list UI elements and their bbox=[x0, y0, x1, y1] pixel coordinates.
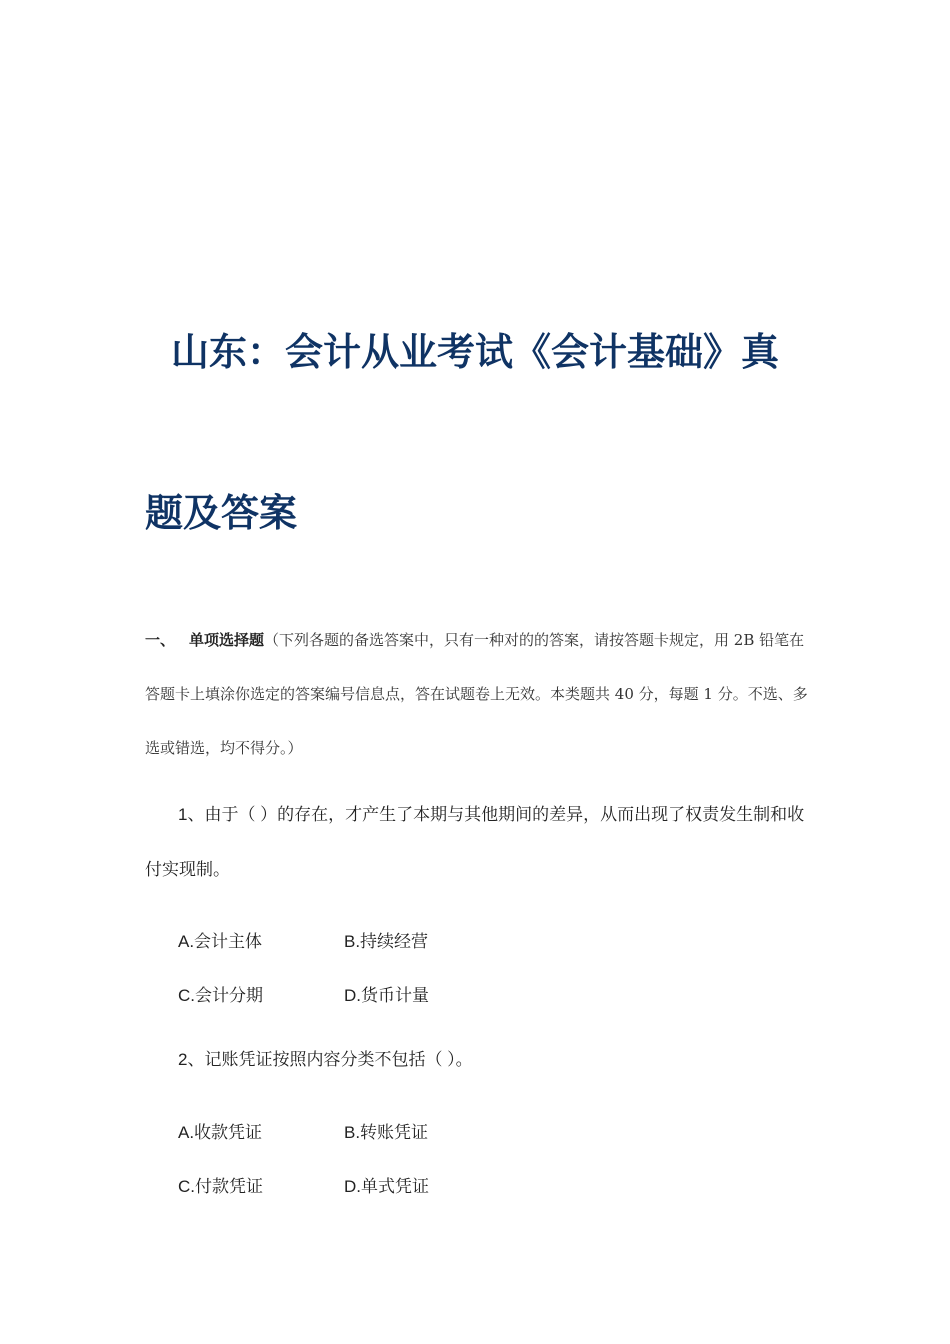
option-c: C.会计分期 bbox=[178, 986, 263, 1005]
option-a: A.收款凭证 bbox=[178, 1123, 263, 1142]
section-heading: 单项选择题 bbox=[189, 631, 265, 649]
question-2: 2、记账凭证按照内容分类不包括（ ）。 bbox=[178, 1050, 473, 1069]
question-1: 1、由于（ ）的存在，才产生了本期与其他期间的差异，从而出现了权责发生制和收付实现制。 bbox=[145, 805, 805, 879]
option-d: D.单式凭证 bbox=[344, 1177, 429, 1196]
option-d: D.货币计量 bbox=[344, 986, 429, 1005]
document-title-line-2: 题及答案 bbox=[145, 491, 298, 535]
section-single-choice bbox=[145, 613, 810, 775]
option-c: C.付款凭证 bbox=[178, 1177, 263, 1196]
document-title-line-1: 山东：会计从业考试《会计基础》真 bbox=[170, 330, 779, 374]
option-b: B.持续经营 bbox=[344, 932, 429, 951]
section-instructions: （下列各题的备选答案中，只有一种对的的答案，请按答题卡规定，用 2B 铅笔在答题卡上填涂你选定的答案编号信息点，答在试题卷上无效。本类题共 40 分，每题 1 分。不选、多选或错选，均不得分。） bbox=[145, 631, 808, 757]
option-a: A.会计主体 bbox=[178, 932, 263, 951]
section-number: 一、 bbox=[145, 631, 176, 649]
option-b: B.转账凭证 bbox=[344, 1123, 429, 1142]
